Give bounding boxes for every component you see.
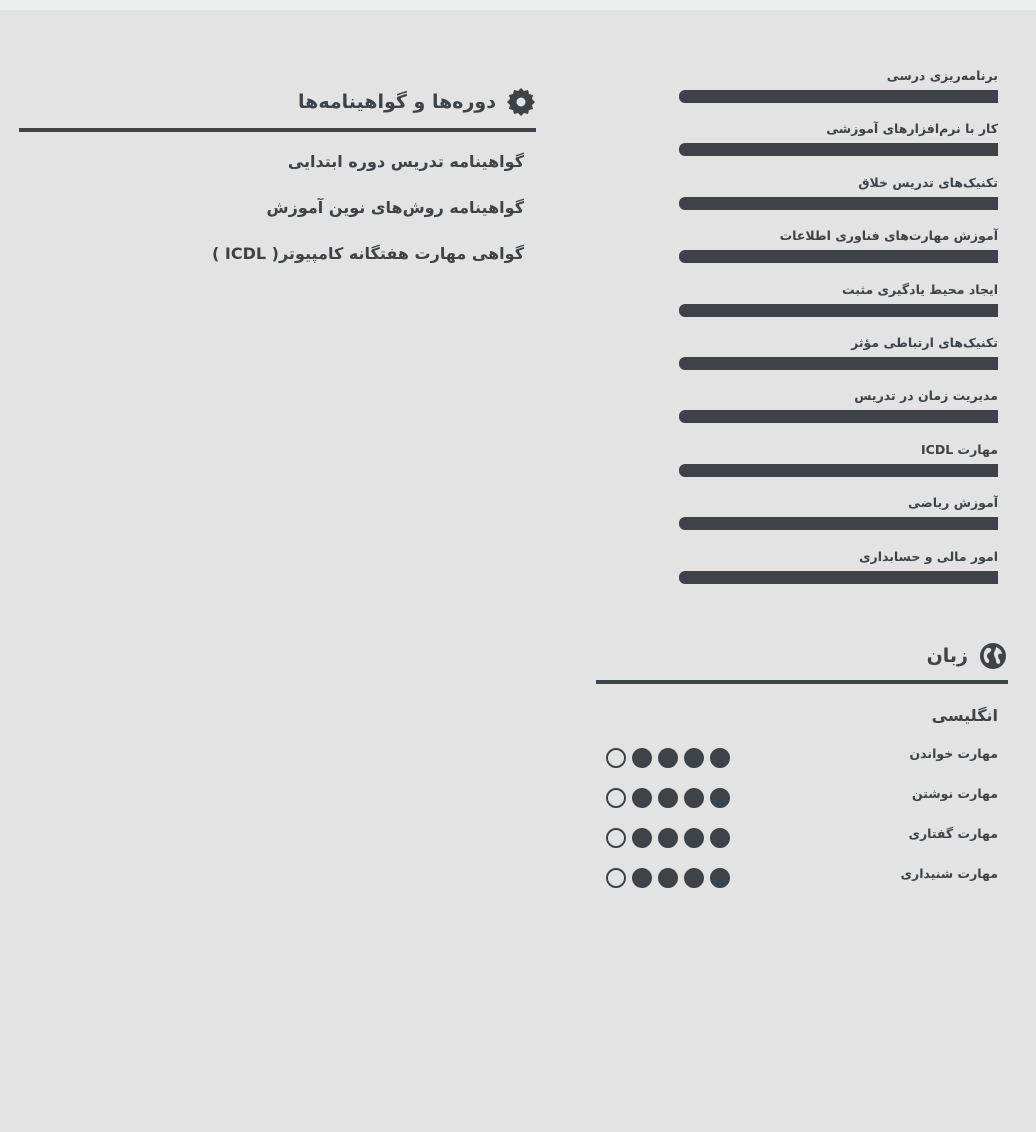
skill-label: کار با نرم‌افزارهای آموزشی bbox=[826, 121, 998, 137]
rating-dot-filled bbox=[658, 788, 678, 808]
top-strip bbox=[0, 0, 1036, 10]
rating-dot-filled bbox=[710, 748, 730, 768]
language-skill-row bbox=[606, 824, 998, 864]
language-divider bbox=[596, 680, 1008, 684]
courses-heading bbox=[298, 87, 536, 117]
language-skills bbox=[606, 744, 998, 904]
rating-dot-filled bbox=[684, 828, 704, 848]
language-skill-label: مهارت نوشتن bbox=[912, 786, 998, 801]
skill-item bbox=[679, 388, 998, 441]
skill-item bbox=[679, 282, 998, 335]
skill-label: برنامه‌ریزی درسی bbox=[886, 68, 998, 83]
language-skill-row bbox=[606, 864, 998, 904]
courses-divider bbox=[19, 128, 536, 132]
skill-label: آموزش مهارت‌های فناوری اطلاعات bbox=[779, 228, 998, 244]
rating-dot-filled bbox=[658, 868, 678, 888]
skill-label: مدیریت زمان در تدریس bbox=[854, 388, 998, 404]
rating-dot-empty bbox=[606, 748, 626, 768]
skill-level-bar bbox=[679, 571, 998, 584]
language-heading bbox=[927, 641, 1008, 671]
rating-dot-filled bbox=[710, 868, 730, 888]
language-skill-label: مهارت خواندن bbox=[909, 746, 998, 761]
skill-level-bar bbox=[679, 90, 998, 103]
skill-level-bar bbox=[679, 197, 998, 210]
rating-dot-filled bbox=[658, 748, 678, 768]
skill-item bbox=[679, 175, 998, 228]
skill-level-bar bbox=[679, 464, 998, 477]
language-skill-label: مهارت شنیداری bbox=[900, 866, 998, 881]
courses-list bbox=[212, 152, 524, 290]
skill-label: تکنیک‌های ارتباطی مؤثر bbox=[851, 334, 998, 350]
course-item: گواهینامه روش‌های نوین آموزش bbox=[266, 198, 524, 217]
rating-dots bbox=[606, 788, 730, 808]
skill-label: آموزش ریاضی bbox=[908, 495, 998, 511]
skill-level-bar bbox=[679, 517, 998, 530]
skill-item bbox=[679, 495, 998, 548]
language-skill-label: مهارت گفتاری bbox=[908, 826, 998, 841]
skill-item bbox=[679, 228, 998, 281]
rating-dot-filled bbox=[684, 868, 704, 888]
rating-dot-filled bbox=[658, 828, 678, 848]
globe-icon bbox=[978, 641, 1008, 671]
skill-item bbox=[679, 68, 998, 121]
skill-level-bar bbox=[679, 250, 998, 263]
skill-item bbox=[679, 442, 998, 495]
rating-dot-filled bbox=[632, 868, 652, 888]
rating-dot-filled bbox=[632, 788, 652, 808]
language-skill-row bbox=[606, 784, 998, 824]
skill-item bbox=[679, 121, 998, 174]
language-title: زبان bbox=[926, 645, 968, 667]
badge-icon bbox=[506, 87, 536, 117]
course-item: گواهینامه تدریس دوره ابتدایی bbox=[287, 152, 524, 171]
skills-list bbox=[679, 68, 998, 602]
language-name: انگلیسی bbox=[931, 706, 998, 725]
course-item: گواهی مهارت هفتگانه کامپیوتر( ICDL ) bbox=[212, 244, 524, 263]
skill-label: مهارت ICDL bbox=[921, 441, 998, 457]
courses-title: دوره‌ها و گواهینامه‌ها bbox=[298, 91, 496, 113]
rating-dot-filled bbox=[632, 748, 652, 768]
rating-dot-empty bbox=[606, 828, 626, 848]
rating-dot-filled bbox=[710, 828, 730, 848]
rating-dot-filled bbox=[684, 788, 704, 808]
rating-dot-filled bbox=[710, 788, 730, 808]
skill-item bbox=[679, 335, 998, 388]
rating-dot-filled bbox=[632, 828, 652, 848]
skill-level-bar bbox=[679, 143, 998, 156]
skill-label: امور مالی و حسابداری bbox=[859, 548, 998, 564]
skill-label: ایجاد محیط یادگیری مثبت bbox=[842, 281, 998, 297]
rating-dots bbox=[606, 748, 730, 768]
rating-dots bbox=[606, 828, 730, 848]
skill-label: تکنیک‌های تدریس خلاق bbox=[858, 174, 998, 190]
rating-dot-empty bbox=[606, 788, 626, 808]
rating-dot-filled bbox=[684, 748, 704, 768]
skill-level-bar bbox=[679, 304, 998, 317]
skill-level-bar bbox=[679, 357, 998, 370]
skill-item bbox=[679, 549, 998, 602]
rating-dot-empty bbox=[606, 868, 626, 888]
rating-dots bbox=[606, 868, 730, 888]
language-skill-row bbox=[606, 744, 998, 784]
skill-level-bar bbox=[679, 410, 998, 423]
